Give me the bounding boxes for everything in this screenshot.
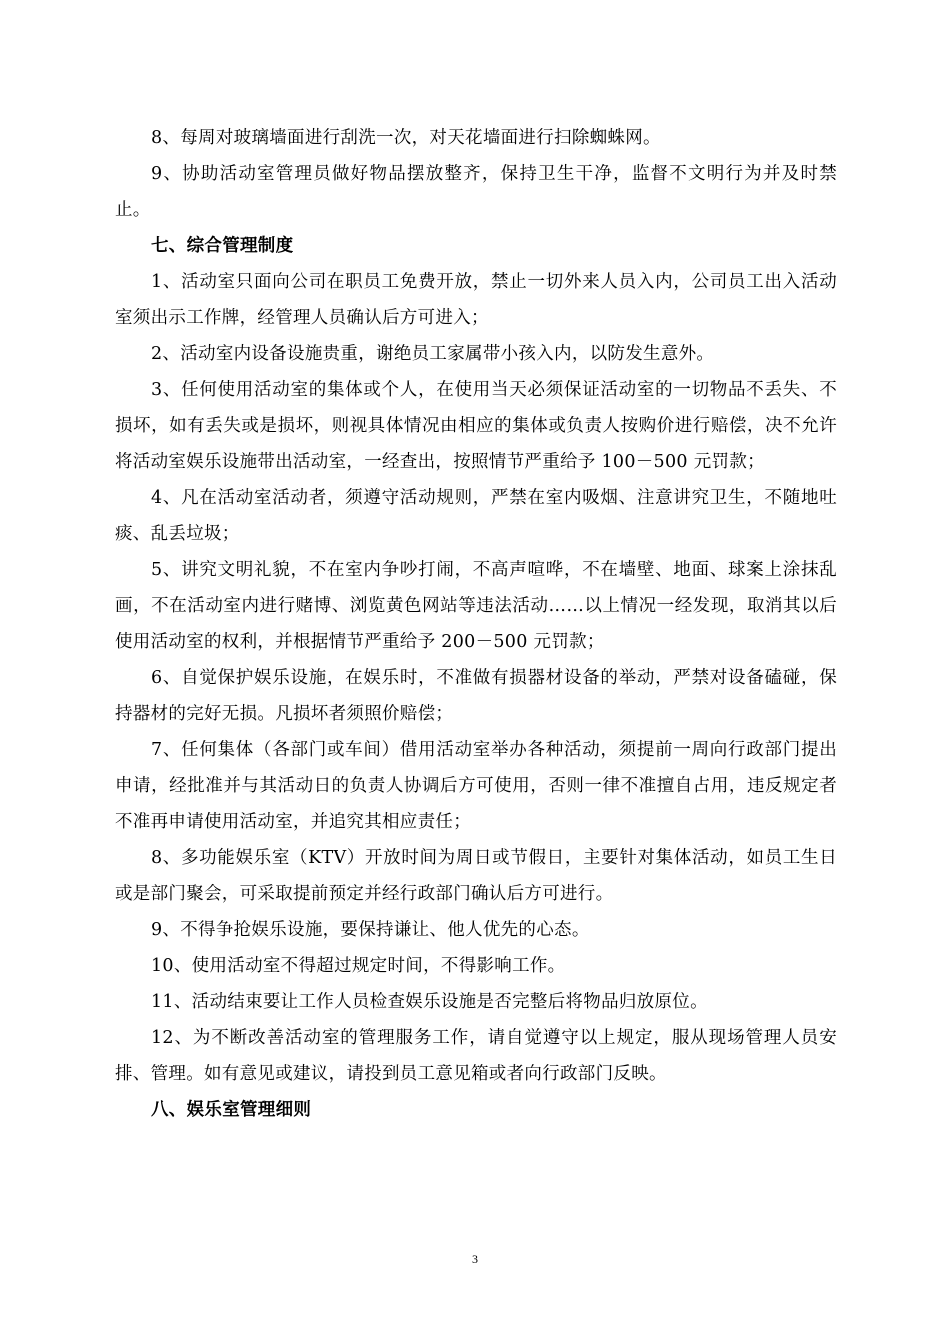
paragraph: 7、任何集体（各部门或车间）借用活动室举办各种活动，须提前一周向行政部门提出申请，经批准并与其活动日的负责人协调后方可使用，否则一律不准擅自占用，违反规定者不准再申请使用活动室，并追究其相应责任； xyxy=(115,740,837,832)
paragraph: 9、协助活动室管理员做好物品摆放整齐，保持卫生干净，监督不文明行为并及时禁止。 xyxy=(115,164,837,220)
page-number: 3 xyxy=(472,1252,478,1266)
paragraph: 6、自觉保护娱乐设施，在娱乐时，不准做有损器材设备的举动，严禁对设备磕碰，保持器材的完好无损。凡损坏者须照价赔偿； xyxy=(115,668,837,724)
paragraph: 3、任何使用活动室的集体或个人，在使用当天必须保证活动室的一切物品不丢失、不损坏，如有丢失或是损坏，则视具体情况由相应的集体或负责人按购价进行赔偿，决不允许将活动室娱乐设施带出活动室，一经查出，按照情节严重给予 100－500 元罚款； xyxy=(115,380,837,472)
paragraph: 2、活动室内设备设施贵重，谢绝员工家属带小孩入内，以防发生意外。 xyxy=(151,344,715,364)
paragraph: 8、多功能娱乐室（KTV）开放时间为周日或节假日，主要针对集体活动，如员工生日或是部门聚会，可采取提前预定并经行政部门确认后方可进行。 xyxy=(115,848,837,904)
section-heading: 七、综合管理制度 xyxy=(151,236,294,256)
paragraph: 4、凡在活动室活动者，须遵守活动规则，严禁在室内吸烟、注意讲究卫生，不随地吐痰、乱丢垃圾； xyxy=(115,488,837,544)
paragraph: 5、讲究文明礼貌，不在室内争吵打闹，不高声喧哗，不在墙壁、地面、球案上涂抹乱画，不在活动室内进行赌博、浏览黄色网站等违法活动……以上情况一经发现，取消其以后使用活动室的权利，并根据情节严重给予 200－500 元罚款； xyxy=(115,560,837,652)
document-body xyxy=(115,120,837,1128)
paragraph: 1、活动室只面向公司在职员工免费开放，禁止一切外来人员入内，公司员工出入活动室须出示工作牌，经管理人员确认后方可进入； xyxy=(115,272,837,328)
paragraph: 12、为不断改善活动室的管理服务工作，请自觉遵守以上规定，服从现场管理人员安排、管理。如有意见或建议，请投到员工意见箱或者向行政部门反映。 xyxy=(115,1028,837,1084)
paragraph: 9、不得争抢娱乐设施，要保持谦让、他人优先的心态。 xyxy=(151,920,590,940)
paragraph: 10、使用活动室不得超过规定时间，不得影响工作。 xyxy=(151,956,566,976)
paragraph: 11、活动结束要让工作人员检查娱乐设施是否完整后将物品归放原位。 xyxy=(151,992,708,1012)
paragraph: 8、每周对玻璃墙面进行刮洗一次，对天花墙面进行扫除蜘蛛网。 xyxy=(151,128,661,148)
section-heading: 八、娱乐室管理细则 xyxy=(151,1100,312,1120)
